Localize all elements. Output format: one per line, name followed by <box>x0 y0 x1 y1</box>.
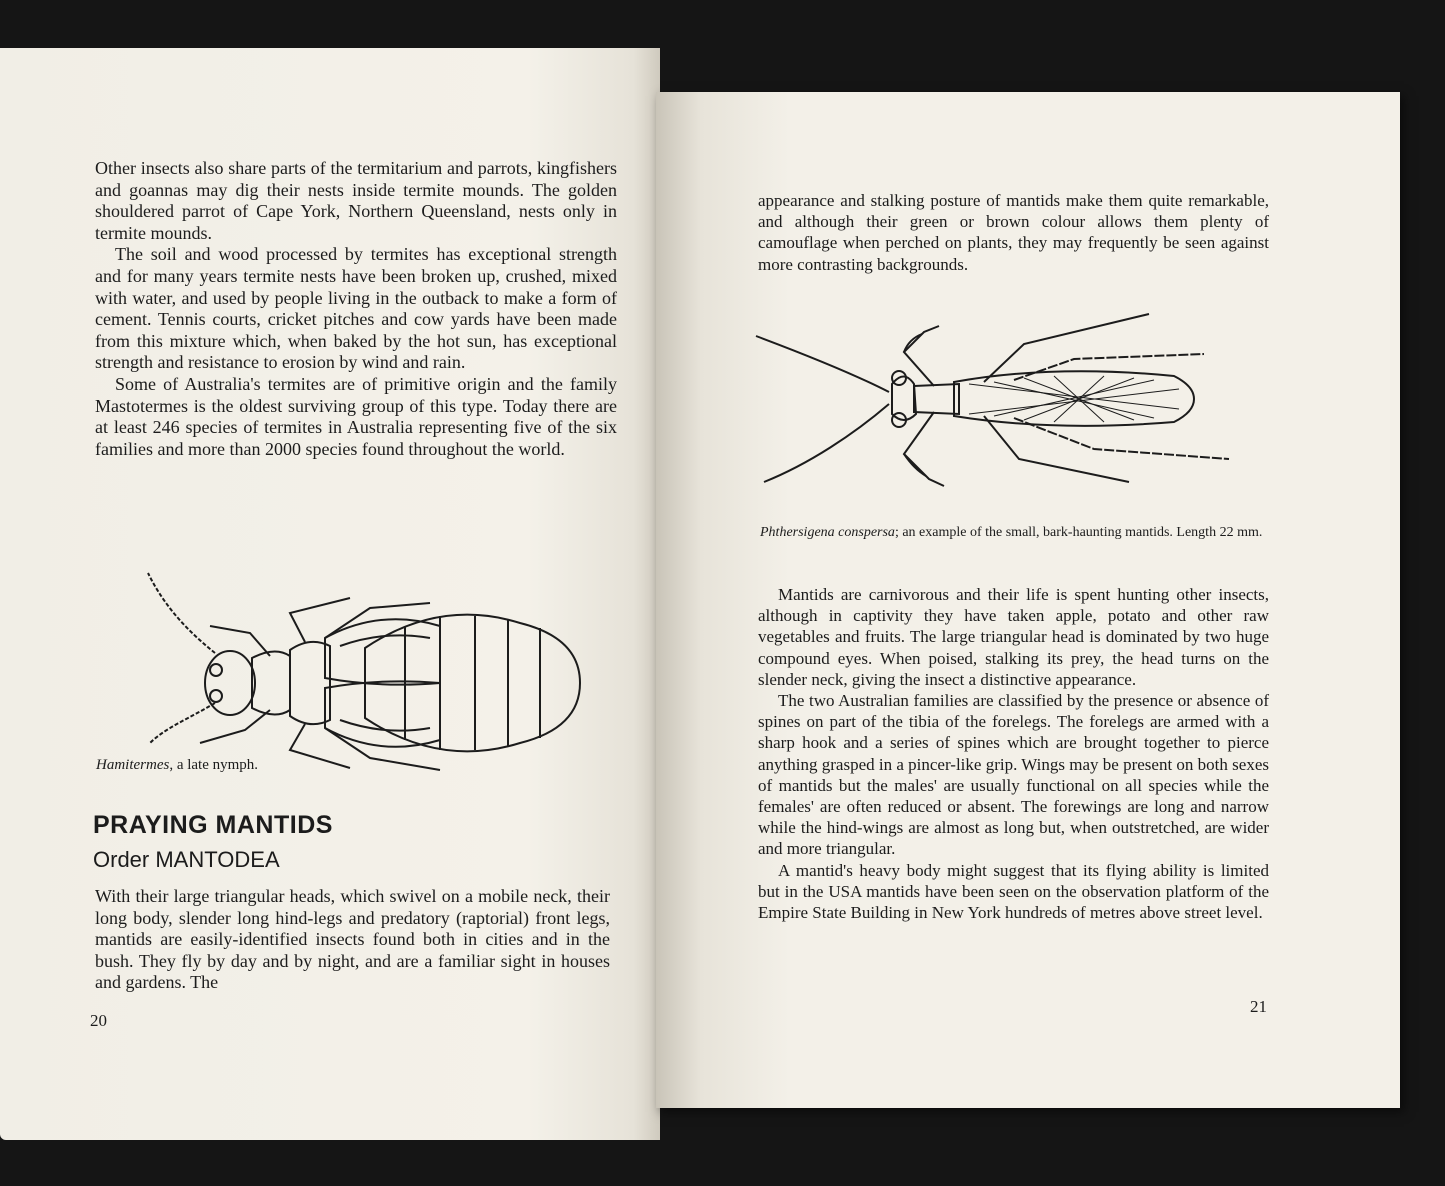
termite-nymph-illustration <box>140 538 580 738</box>
mantids-intro-paragraph: With their large triangular heads, which swivel on a mobile neck, their long body, slender long hind-legs and predatory (raptorial) front legs, mantids are easily-identified insects found both in cities and in the bush. They fly by day and by night, and are a familiar sight in houses and gardens. The <box>95 886 610 993</box>
section-heading: PRAYING MANTIDS <box>93 811 333 839</box>
termite-figure-caption <box>96 756 258 774</box>
left-paragraph-3: Some of Australia's termites are of primitive origin and the family Mastotermes is the oldest surviving group of this type. Today there are at least 246 species of termites in Australia representing five of the six families and more than 2000 species found throughout the world. <box>95 373 617 459</box>
termite-caption-genus: Hamitermes <box>96 757 170 773</box>
right-body-block <box>758 584 1269 923</box>
mantids-intro-block <box>95 886 610 994</box>
left-text-block <box>95 158 617 460</box>
right-page <box>656 92 1400 1108</box>
page-number-right: 21 <box>1250 997 1267 1016</box>
mantid-illustration <box>754 314 1274 514</box>
termite-caption-text: , a late nymph. <box>169 757 259 773</box>
mantid-caption-species: Phthersigena conspersa <box>760 525 895 540</box>
left-page <box>0 48 660 1140</box>
mantid-figure-caption <box>760 524 1268 541</box>
section-subheading: Order MANTODEA <box>93 847 280 872</box>
right-paragraph-2: The two Australian families are classified by the presence or absence of spines on part of the tibia of the forelegs. The forelegs are armed with a sharp hook and a series of spines which are brought together to pierce anything grasped in a pincer-like grip. Wings may be present on both sexes of mantids but the males' are usually functional on all species while the females' are often reduced or absent. The forewings are long and narrow while the hind-wings are almost as long but, when outstretched, are wider and more triangular. <box>758 691 1269 859</box>
right-intro-block <box>758 190 1269 275</box>
right-paragraph-3: A mantid's heavy body might suggest that its flying ability is limited but in the USA mantids have been seen on the observation platform of the Empire State Building in New York hundreds of metres above street level. <box>758 860 1269 923</box>
right-paragraph-1: Mantids are carnivorous and their life is spent hunting other insects, although in captivity they have taken apple, potato and other raw vegetables and fruits. The large triangular head is dominated by two huge compound eyes. When poised, stalking its prey, the head turns on the slender neck, giving the insect a distinctive appearance. <box>758 585 1269 689</box>
mantid-caption-text: ; an example of the small, bark-haunting mantids. Length 22 mm. <box>894 525 1263 540</box>
left-paragraph-2: The soil and wood processed by termites has exceptional strength and for many years termite nests have been broken up, crushed, mixed with water, and used by people living in the outback to make a form of cement. Tennis courts, cricket pitches and cow yards have been made from this mixture which, when baked by the hot sun, has exceptional strength and resistance to erosion by wind and rain. <box>95 244 617 373</box>
right-intro-paragraph: appearance and stalking posture of mantids make them quite remarkable, and although their green or brown colour allows them plenty of camouflage when perched on plants, they may frequently be seen against more contrasting backgrounds. <box>758 191 1269 274</box>
left-paragraph-1: Other insects also share parts of the termitarium and parrots, kingfishers and goannas may dig their nests inside termite mounds. The golden shouldered parrot of Cape York, Northern Queensland, nests only in termite mounds. <box>95 158 617 243</box>
page-number-left: 20 <box>90 1011 107 1030</box>
